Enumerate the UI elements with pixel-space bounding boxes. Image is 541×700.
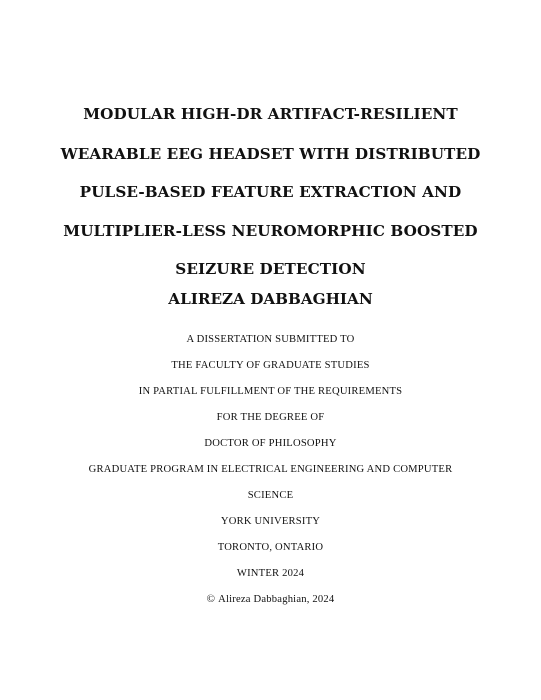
title-line-1: MODULAR HIGH-DR ARTIFACT-RESILIENT [83, 105, 458, 123]
dissertation-line-3: IN PARTIAL FULFILLMENT OF THE REQUIREMENTS [138, 386, 403, 397]
copyright-icon: © [206, 593, 216, 605]
title-line-4: MULTIPLIER-LESS NEUROMORPHIC BOOSTED [63, 222, 478, 240]
copyright-text: Alireza Dabbaghian, 2024 [218, 594, 335, 605]
author-name: ALIREZA DABBAGHIAN [168, 290, 373, 308]
copyright-line [0, 593, 541, 605]
dissertation-line-5: DOCTOR OF PHILOSOPHY [204, 438, 337, 449]
title-line-5: SEIZURE DETECTION [175, 260, 366, 278]
title-line-2: WEARABLE EEG HEADSET WITH DISTRIBUTED [60, 145, 481, 163]
dissertation-line-9: TORONTO, ONTARIO [217, 542, 324, 553]
dissertation-line-6: GRADUATE PROGRAM IN ELECTRICAL ENGINEERING AND COMPUTER [88, 464, 453, 475]
dissertation-line-1: A DISSERTATION SUBMITTED TO [186, 334, 355, 345]
dissertation-line-7: SCIENCE [247, 490, 294, 501]
title-line-3: PULSE-BASED FEATURE EXTRACTION AND [79, 183, 462, 201]
dissertation-line-2: THE FACULTY OF GRADUATE STUDIES [171, 360, 370, 371]
dissertation-line-10: WINTER 2024 [236, 568, 305, 579]
dissertation-line-4: FOR THE DEGREE OF [216, 412, 325, 423]
dissertation-line-8: YORK UNIVERSITY [220, 516, 321, 527]
